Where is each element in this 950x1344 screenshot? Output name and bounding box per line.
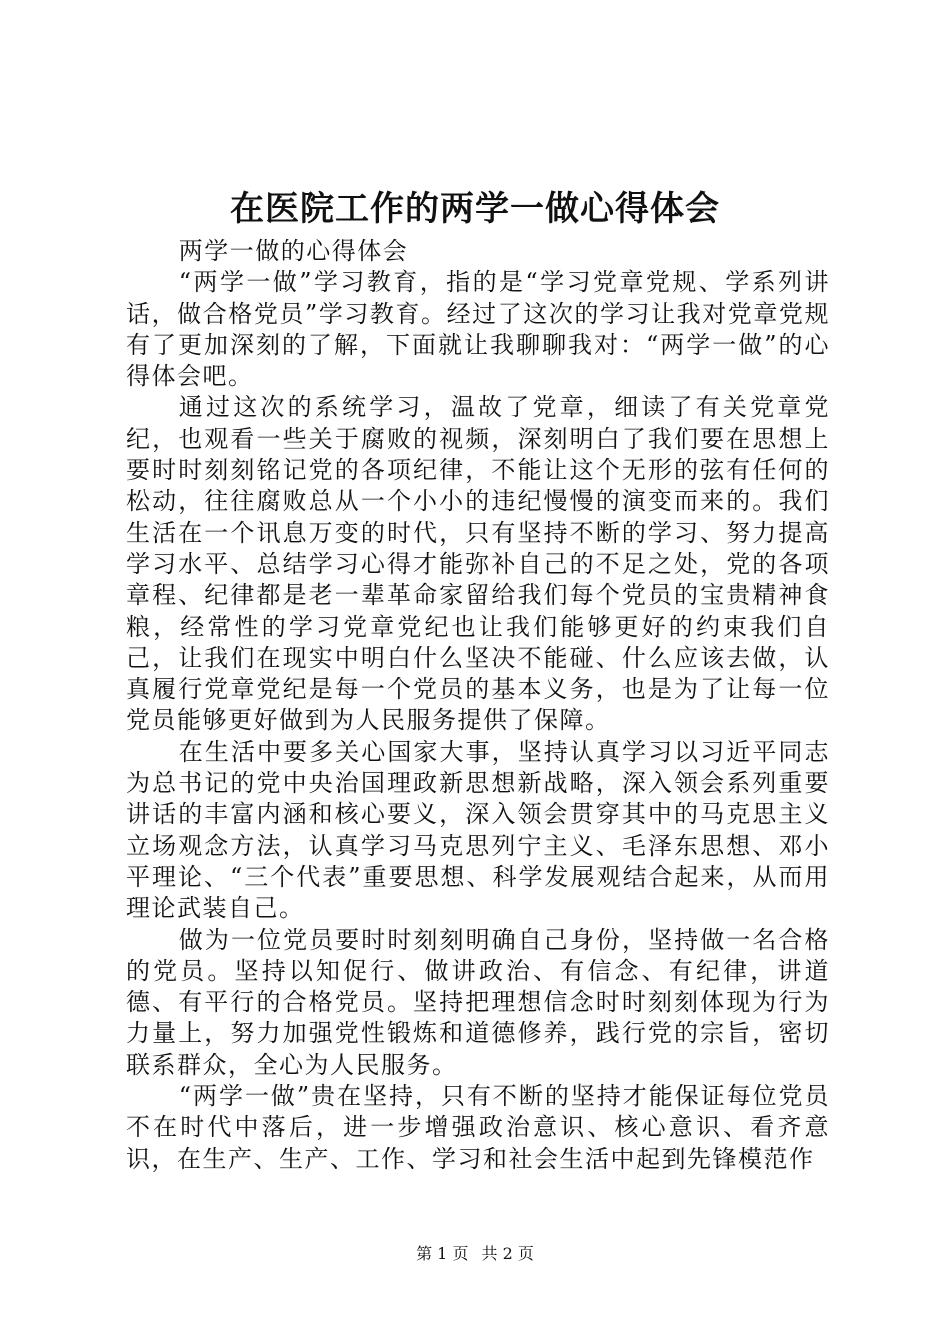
paragraph: 做为一位党员要时时刻刻明确自己身份，坚持做一名合格的党员。坚持以知促行、做讲政治、有信念、有纪律，讲道德、有平行的合格党员。坚持把理想信念时时刻刻体现为行为力量上，努力加强党性锻炼和道德修养，践行党的宗旨，密切联系群众，全心为人民服务。 (126, 925, 830, 1079)
document-title: 在医院工作的两学一做心得体会 (230, 189, 720, 229)
paragraph: 通过这次的系统学习，温故了党章，细读了有关党章党纪，也观看一些关于腐败的视频，深刻明白了我们要在思想上要时时刻刻铭记党的各项纪律，不能让这个无形的弦有任何的松动，往往腐败总从一个小小的违纪慢慢的演变而来的。我们生活在一个讯息万变的时代，只有坚持不断的学习、努力提高学习水平、总结学习心得才能弥补自己的不足之处，党的各项章程、纪律都是老一辈革命家留给我们每个党员的宝贵精神食粮，经常性的学习党章党纪也让我们能够更好的约束我们自己，让我们在现实中明白什么坚决不能碰、什么应该去做，认真履行党章党纪是每一个党员的基本义务，也是为了让每一位党员能够更好做到为人民服务提供了保障。 (126, 393, 830, 735)
paragraph: 在生活中要多关心国家大事，坚持认真学习以习近平同志为总书记的党中央治国理政新思想新战略，深入领会系列重要讲话的丰富内涵和核心要义，深入领会贯穿其中的马克思主义立场观念方法，认真学习马克思列宁主义、毛泽东思想、邓小平理论、“三个代表”重要思想、科学发展观结合起来，从而用理论武装自己。 (126, 737, 830, 923)
paragraph: “两学一做”学习教育，指的是“学习党章党规、学系列讲话，做合格党员”学习教育。经过了这次的学习让我对党章党规有了更加深刻的了解，下面就让我聊聊我对：“两学一做”的心得体会吧。 (126, 268, 830, 391)
paragraph-subtitle: 两学一做的心得体会 (178, 237, 409, 265)
document-body (126, 236, 830, 1175)
paragraph: “两学一做”贵在坚持，只有不断的坚持才能保证每位党员不在时代中落后，进一步增强政治意识、核心意识、看齐意识，在生产、生产、工作、学习和社会生活中起到先锋模范作 (126, 1082, 830, 1173)
page-footer (0, 1243, 950, 1265)
page-number: 第 1 页 (416, 1244, 469, 1263)
page-total: 共 2 页 (481, 1244, 534, 1263)
